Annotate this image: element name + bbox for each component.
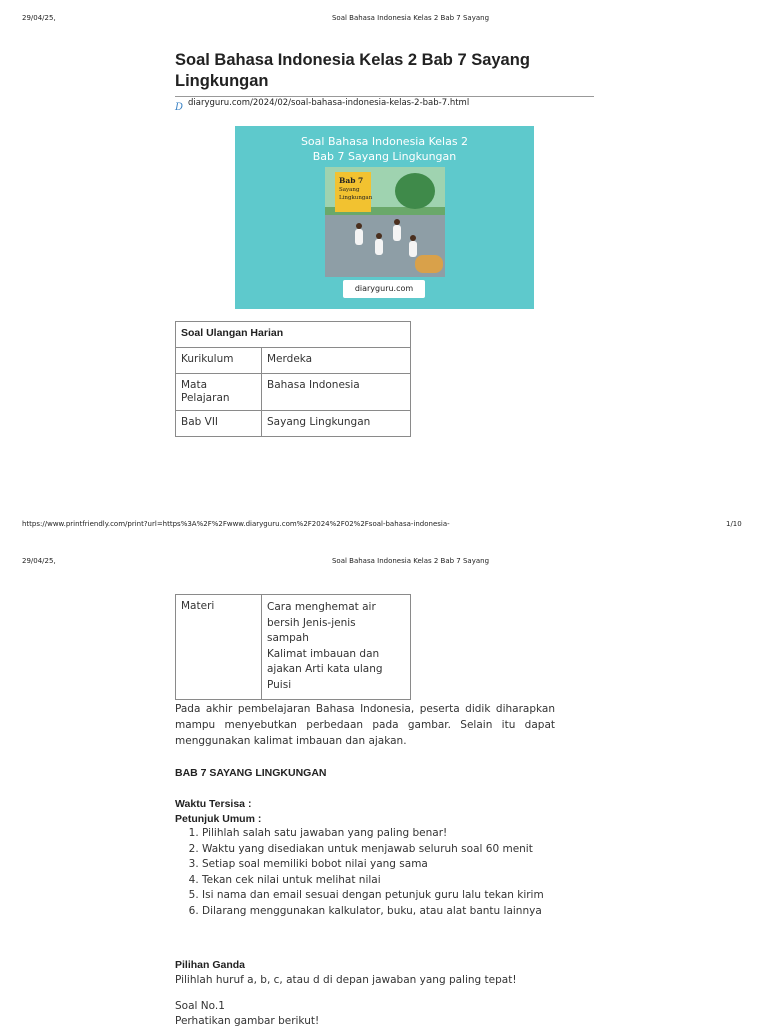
flowers-icon [415,255,443,273]
book-subtitle-line-2: Lingkungan [339,195,373,201]
materi-line: Kalimat imbauan dan [267,647,380,660]
print-header-date: 29/04/25, [22,557,56,565]
source-favicon-icon: D [175,102,184,113]
general-instructions-label: Petunjuk Umum : [175,813,262,825]
table-header: Soal Ulangan Harian [176,322,411,348]
table-cell-label: Materi [176,595,262,700]
print-header-title: Soal Bahasa Indonesia Kelas 2 Bab 7 Sayang [331,14,490,22]
table-row [176,374,411,411]
book-subtitle-line-1: Sayang [339,187,360,193]
divider [175,96,594,97]
hero-title [235,134,534,164]
section-title: BAB 7 SAYANG LINGKUNGAN [175,767,327,779]
source-line [175,96,594,113]
print-footer-page-number: 1/10 [726,520,742,528]
intro-paragraph: Pada akhir pembelajaran Bahasa Indonesia, peserta didik diharapkan mampu menyebutkan perbedaan pada gambar. Selain itu dapat menggunakan kalimat imbauan dan ajakan. [175,703,555,747]
table-cell-value: Sayang Lingkungan [262,411,411,437]
child-figure-icon [409,241,417,257]
list-item: 5. Isi nama dan email sesuai dengan petunjuk guru lalu tekan kirim [202,888,544,904]
child-figure-icon [393,225,401,241]
question-text: Perhatikan gambar berikut! [175,1015,320,1027]
table-cell-label: Mata Pelajaran [176,374,262,411]
time-remaining-label: Waktu Tersisa : [175,798,252,810]
hero-title-line-2: Bab 7 Sayang Lingkungan [312,150,457,163]
table-cell-value: Merdeka [262,348,411,374]
list-item: 6. Dilarang menggunakan kalkulator, buku, atau alat bantu lainnya [202,904,544,920]
materi-line: Cara menghemat air [267,601,376,613]
table-cell-label: Kurikulum [176,348,262,374]
materi-table [175,594,411,700]
hero-image [235,126,534,309]
table-cell-value: Bahasa Indonesia [262,374,411,411]
article-title: Soal Bahasa Indonesia Kelas 2 Bab 7 Sayang Lingkungan [175,51,530,90]
materi-line: bersih Jenis-jenis [267,616,356,629]
info-table [175,321,411,437]
materi-line: sampah [267,632,309,645]
book-title: Bab 7 [339,176,364,185]
list-item: 2. Waktu yang disediakan untuk menjawab seluruh soal 60 menit [202,842,544,858]
child-figure-icon [355,229,363,245]
materi-line: ajakan Arti kata ulang [267,663,383,676]
table-row [176,595,411,700]
hero-site-badge: diaryguru.com [343,280,425,298]
table-cell-label: Bab VII [176,411,262,437]
table-row [176,411,411,437]
list-item: 4. Tekan cek nilai untuk melihat nilai [202,873,544,889]
question-number: Soal No.1 [175,1000,225,1012]
list-item: 3. Setiap soal memiliki bobot nilai yang sama [202,857,544,873]
book-label [335,172,371,212]
child-figure-icon [375,239,383,255]
multiple-choice-instruction: Pilihlah huruf a, b, c, atau d di depan jawaban yang paling tepat! [175,974,517,986]
book-cover-illustration [325,167,445,277]
list-item: 1. Pilihlah salah satu jawaban yang paling benar! [202,826,544,842]
materi-line: Puisi [267,678,292,691]
tree-icon [395,173,435,209]
print-header-date: 29/04/25, [22,14,56,22]
print-footer-url: https://www.printfriendly.com/print?url=https%3A%2F%2Fwww.diaryguru.com%2F2024%2F02%2Fsoal-bahasa-indonesia- [22,520,450,528]
source-url-link[interactable]: diaryguru.com/2024/02/soal-bahasa-indonesia-kelas-2-bab-7.html [188,98,470,108]
instructions-list [175,826,544,920]
table-cell-value [262,595,411,700]
table-row [176,348,411,374]
hero-title-line-1: Soal Bahasa Indonesia Kelas 2 [300,135,469,148]
print-header-title: Soal Bahasa Indonesia Kelas 2 Bab 7 Sayang [331,557,490,565]
table-row [176,322,411,348]
multiple-choice-heading: Pilihan Ganda [175,959,246,971]
